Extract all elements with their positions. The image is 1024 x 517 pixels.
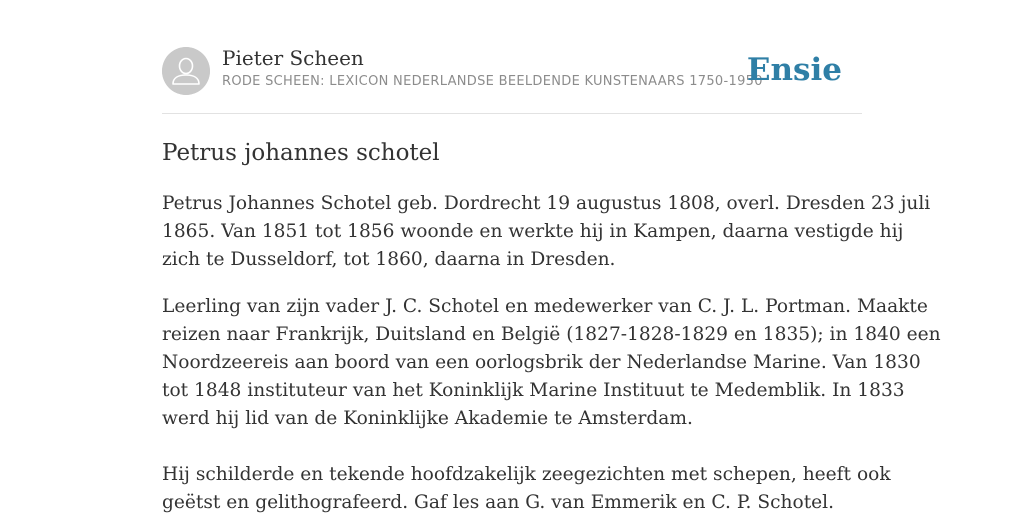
author-avatar[interactable] [162, 47, 210, 95]
user-icon [162, 47, 210, 95]
article-header [162, 46, 862, 96]
text-line: Noordzeereis aan boord van een oorlogsbrik der Nederlandse Marine. Van 1830 [162, 352, 921, 373]
text-line: zich te Dusseldorf, tot 1860, daarna in Dresden. [162, 249, 616, 270]
text-line: tot 1848 instituteur van het Koninklijk Marine Instituut te Medemblik. In 1833 [162, 380, 905, 401]
ensie-logo[interactable]: Ensie [746, 52, 842, 88]
paragraph-3 [162, 461, 891, 517]
paragraph-2 [162, 293, 941, 433]
source-label[interactable]: RODE SCHEEN: LEXICON NEDERLANDSE BEELDENDE KUNSTENAARS 1750-1950 [222, 74, 763, 89]
text-line: reizen naar Frankrijk, Duitsland en België (1827-1828-1829 en 1835); in 1840 een [162, 324, 941, 345]
paragraph-1 [162, 190, 931, 274]
header-divider [162, 113, 862, 114]
text-line: werd hij lid van de Koninklijke Akademie te Amsterdam. [162, 408, 693, 429]
text-line: 1865. Van 1851 tot 1856 woonde en werkte hij in Kampen, daarna vestigde hij [162, 221, 904, 242]
page-title: Petrus johannes schotel [162, 140, 440, 166]
author-name[interactable]: Pieter Scheen [222, 46, 364, 70]
text-line: Petrus Johannes Schotel geb. Dordrecht 19 augustus 1808, overl. Dresden 23 juli [162, 193, 931, 214]
text-line: geëtst en gelithografeerd. Gaf les aan G. van Emmerik en C. P. Schotel. [162, 492, 835, 513]
text-line: Leerling van zijn vader J. C. Schotel en medewerker van C. J. L. Portman. Maakte [162, 296, 928, 317]
text-line: Hij schilderde en tekende hoofdzakelijk zeegezichten met schepen, heeft ook [162, 464, 891, 485]
